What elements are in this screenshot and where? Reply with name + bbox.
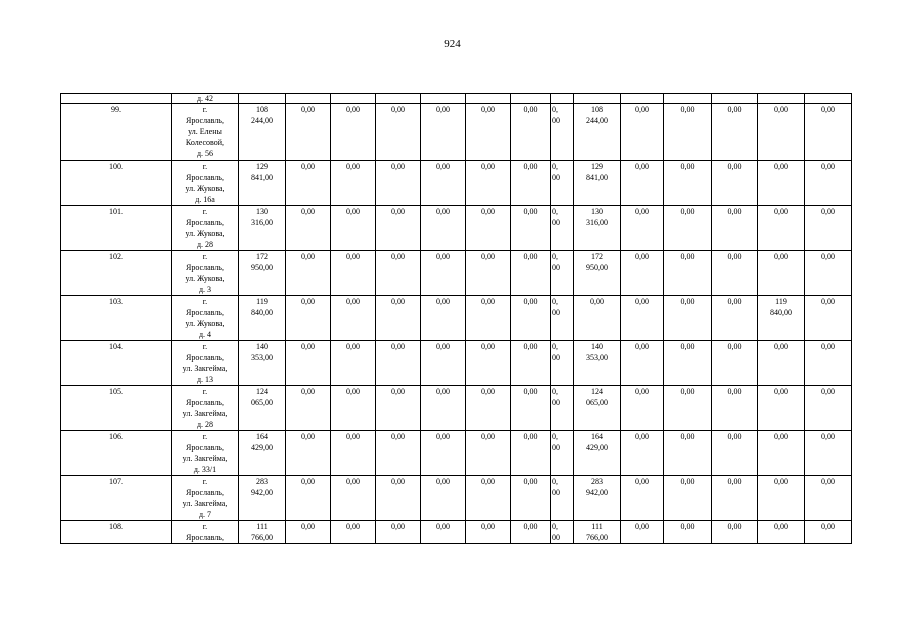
cell-total-line: 283 [256, 477, 268, 486]
cell-no: 101. [61, 206, 172, 251]
cell-address [172, 476, 239, 521]
cell-value: 0,00 [758, 431, 805, 476]
cell-value-narrow [551, 251, 574, 296]
cell-address-line: г. [202, 387, 208, 396]
cell-value [511, 94, 551, 104]
cell-no: 100. [61, 161, 172, 206]
cell-value [574, 251, 621, 296]
cell-value: 0,00 [664, 341, 712, 386]
cell-address [172, 104, 239, 161]
cell-value-narrow-line: 0, [552, 105, 558, 114]
cell-value: 0,00 [758, 104, 805, 161]
cell-value: 0,00 [805, 206, 852, 251]
cell-value-narrow-line: 0, [552, 162, 558, 171]
cell-value-narrow [551, 104, 574, 161]
cell-total-line: 108 [256, 105, 268, 114]
cell-address-line: Ярославль, [186, 308, 224, 317]
cell-total-line: 172 [256, 252, 268, 261]
cell-value-narrow-line: 0, [552, 252, 558, 261]
cell-total [239, 431, 286, 476]
cell-address-line: д. 33/1 [193, 465, 217, 474]
cell-value: 0,00 [712, 431, 758, 476]
cell-value: 0,00 [712, 104, 758, 161]
cell-value: 0,00 [712, 251, 758, 296]
cell-value: 0,00 [331, 161, 376, 206]
cell-value: 0,00 [621, 161, 664, 206]
cell-value: 0,00 [286, 476, 331, 521]
cell-value: 0,00 [286, 341, 331, 386]
cell-value: 0,00 [466, 251, 511, 296]
cell-value-narrow-line: 00 [552, 353, 560, 362]
cell-value-narrow-line: 00 [552, 443, 560, 452]
cell-value: 0,00 [664, 296, 712, 341]
table-row [61, 251, 852, 296]
cell-value: 0,00 [376, 476, 421, 521]
cell-value [574, 476, 621, 521]
cell-value: 0,00 [376, 296, 421, 341]
cell-value-line: 124 [591, 387, 603, 396]
cell-value [551, 94, 574, 104]
cell-value-narrow-line: 0, [552, 387, 558, 396]
table-row [61, 206, 852, 251]
cell-value: 0,00 [758, 251, 805, 296]
cell-value [574, 104, 621, 161]
cell-value: 0,00 [712, 386, 758, 431]
cell-value: 0,00 [286, 521, 331, 544]
cell-value: 0,00 [511, 476, 551, 521]
cell-total-line: 841,00 [251, 173, 273, 182]
cell-value: 0,00 [805, 296, 852, 341]
cell-no: 108. [61, 521, 172, 544]
table-row [61, 386, 852, 431]
cell-total-line: 942,00 [251, 488, 273, 497]
cell-value: 0,00 [511, 341, 551, 386]
cell-value: 0,00 [664, 521, 712, 544]
cell-value-narrow-line: 00 [552, 533, 560, 542]
cell-value: 0,00 [466, 104, 511, 161]
cell-value: 0,00 [376, 206, 421, 251]
table-row [61, 431, 852, 476]
cell-value: 0,00 [758, 161, 805, 206]
cell-value-narrow [551, 341, 574, 386]
cell-value-narrow-line: 0, [552, 342, 558, 351]
cell-total-line: 353,00 [251, 353, 273, 362]
cell-address-line: г. [202, 432, 208, 441]
cell-value: 0,00 [511, 161, 551, 206]
cell-value: 0,00 [621, 341, 664, 386]
cell-value: 0,00 [421, 251, 466, 296]
cell-value-narrow-line: 00 [552, 488, 560, 497]
cell-value: 0,00 [331, 386, 376, 431]
cell-total [239, 341, 286, 386]
cell-value: 0,00 [664, 251, 712, 296]
cell-address-line: д. 13 [196, 375, 214, 384]
cell-value: 0,00 [758, 341, 805, 386]
cell-value [758, 296, 805, 341]
cell-value-narrow-line: 00 [552, 218, 560, 227]
cell-value: 0,00 [664, 476, 712, 521]
cell-value: 0,00 [376, 104, 421, 161]
cell-value: 0,00 [466, 161, 511, 206]
cell-value-line: 950,00 [586, 263, 608, 272]
cell-address-line: г. [202, 477, 208, 486]
cell-value-line: 840,00 [770, 308, 792, 317]
cell-value-narrow [551, 386, 574, 431]
cell-value: 0,00 [758, 206, 805, 251]
cell-value: 0,00 [376, 341, 421, 386]
cell-value-narrow-line: 0, [552, 207, 558, 216]
cell-total [239, 206, 286, 251]
cell-value-line: 429,00 [586, 443, 608, 452]
cell-value: 0,00 [621, 104, 664, 161]
cell-value: 0,00 [511, 251, 551, 296]
cell-address-line: ул. Жукова, [185, 319, 225, 328]
cell-value: 0,00 [376, 386, 421, 431]
cell-value: 0,00 [712, 521, 758, 544]
cell-value: 0,00 [664, 161, 712, 206]
cell-value: 0,00 [621, 431, 664, 476]
cell-value-narrow [551, 296, 574, 341]
cell-total-line: 129 [256, 162, 268, 171]
cell-value: 0,00 [805, 161, 852, 206]
cell-value-line: 164 [591, 432, 603, 441]
cell-value-narrow [551, 206, 574, 251]
cell-value: 0,00 [712, 161, 758, 206]
cell-value: 0,00 [286, 206, 331, 251]
cell-value: 0,00 [466, 386, 511, 431]
cell-value: 0,00 [376, 251, 421, 296]
cell-address-line: ул. Жукова, [185, 184, 225, 193]
cell-value [286, 94, 331, 104]
cell-address-line: Ярославль, [186, 398, 224, 407]
cell-value [805, 94, 852, 104]
cell-address: д. 42 [172, 94, 239, 104]
cell-no: 107. [61, 476, 172, 521]
cell-value [574, 386, 621, 431]
cell-value: 0,00 [712, 206, 758, 251]
cell-value: 0,00 [466, 431, 511, 476]
cell-value: 0,00 [421, 341, 466, 386]
cell-total-line: 429,00 [251, 443, 273, 452]
cell-total-line: 130 [256, 207, 268, 216]
cell-address [172, 296, 239, 341]
cell-value: 0,00 [466, 341, 511, 386]
cell-address-line: ул. Жукова, [185, 274, 225, 283]
cell-value-line: 129 [591, 162, 603, 171]
table-row [61, 104, 852, 161]
cell-value: 0,00 [376, 161, 421, 206]
cell-value: 0,00 [712, 341, 758, 386]
cell-value [621, 94, 664, 104]
cell-value: 0,00 [286, 296, 331, 341]
cell-value [574, 296, 621, 341]
cell-total [239, 296, 286, 341]
cell-value: 0,00 [421, 206, 466, 251]
cell-value: 0,00 [621, 476, 664, 521]
cell-value: 0,00 [805, 476, 852, 521]
cell-address [172, 206, 239, 251]
cell-address-line: ул. Елены [188, 127, 222, 136]
cell-value-line: 172 [591, 252, 603, 261]
cell-value [574, 521, 621, 544]
cell-value: 0,00 [805, 431, 852, 476]
cell-value: 0,00 [664, 206, 712, 251]
cell-value: 0,00 [421, 104, 466, 161]
cell-total-line: 065,00 [251, 398, 273, 407]
cell-value-narrow-line: 00 [552, 173, 560, 182]
cell-address-line: д. 28 [196, 420, 214, 429]
cell-value: 0,00 [331, 296, 376, 341]
cell-address [172, 521, 239, 544]
cell-value: 0,00 [758, 386, 805, 431]
cell-value-line: 140 [591, 342, 603, 351]
cell-address-line: ул. Закгейма, [182, 409, 228, 418]
cell-value: 0,00 [376, 521, 421, 544]
cell-value-narrow [551, 521, 574, 544]
cell-value [574, 94, 621, 104]
cell-value-line: 0,00 [590, 297, 604, 306]
cell-address [172, 431, 239, 476]
cell-address-line: Ярославль, [186, 353, 224, 362]
cell-value: 0,00 [664, 431, 712, 476]
cell-value: 0,00 [511, 104, 551, 161]
cell-address-line: г. [202, 105, 208, 114]
cell-address [172, 161, 239, 206]
cell-value: 0,00 [621, 386, 664, 431]
cell-value: 0,00 [286, 386, 331, 431]
cell-total-line: 119 [256, 297, 268, 306]
cell-value: 0,00 [331, 251, 376, 296]
cell-value-line: 283 [591, 477, 603, 486]
cell-value-line: 111 [591, 522, 603, 531]
cell-no: 103. [61, 296, 172, 341]
cell-total-line: 766,00 [251, 533, 273, 542]
cell-value-line: 108 [591, 105, 603, 114]
cell-address-line: ул. Закгейма, [182, 364, 228, 373]
cell-value-line: 316,00 [586, 218, 608, 227]
table-row [61, 521, 852, 544]
cell-value: 0,00 [511, 296, 551, 341]
cell-total [239, 386, 286, 431]
cell-address-line: ул. Закгейма, [182, 499, 228, 508]
cell-value: 0,00 [466, 476, 511, 521]
cell-address-line: Ярославль, [186, 173, 224, 182]
cell-value: 0,00 [421, 296, 466, 341]
cell-value: 0,00 [758, 521, 805, 544]
cell-value [466, 94, 511, 104]
page-number: 924 [444, 38, 461, 50]
cell-address [172, 386, 239, 431]
cell-total [239, 104, 286, 161]
cell-value: 0,00 [331, 431, 376, 476]
cell-address [172, 341, 239, 386]
cell-address-line: Ярославль, [186, 488, 224, 497]
cell-value: 0,00 [286, 431, 331, 476]
cell-total [239, 476, 286, 521]
cell-value-line: 841,00 [586, 173, 608, 182]
cell-value [758, 94, 805, 104]
cell-value: 0,00 [511, 386, 551, 431]
cell-address-line: д. 56 [196, 149, 214, 158]
cell-value: 0,00 [664, 386, 712, 431]
cell-address-line: Ярославль, [186, 218, 224, 227]
cell-value: 0,00 [421, 431, 466, 476]
cell-value: 0,00 [331, 104, 376, 161]
cell-value [664, 94, 712, 104]
cell-address-line: Ярославль, [186, 116, 224, 125]
cell-value: 0,00 [805, 104, 852, 161]
table-row [61, 296, 852, 341]
table-row [61, 341, 852, 386]
cell-value: 0,00 [805, 341, 852, 386]
cell-value-narrow-line: 0, [552, 522, 558, 531]
cell-value-line: 065,00 [586, 398, 608, 407]
cell-value-narrow [551, 161, 574, 206]
cell-value: 0,00 [286, 161, 331, 206]
cell-address-line: д. 4 [198, 330, 212, 339]
cell-no: 105. [61, 386, 172, 431]
cell-value: 0,00 [466, 206, 511, 251]
cell-value-line: 942,00 [586, 488, 608, 497]
cell-value: 0,00 [466, 521, 511, 544]
cell-value-narrow [551, 431, 574, 476]
cell-value [574, 161, 621, 206]
cell-value: 0,00 [664, 104, 712, 161]
cell-address-line: ул. Закгейма, [182, 454, 228, 463]
cell-no: 99. [61, 104, 172, 161]
cell-value: 0,00 [758, 476, 805, 521]
cell-value [574, 431, 621, 476]
cell-address-line: Ярославль, [186, 443, 224, 452]
cell-address [172, 251, 239, 296]
cell-value: 0,00 [621, 206, 664, 251]
cell-no: 102. [61, 251, 172, 296]
cell-value [712, 94, 758, 104]
cell-value: 0,00 [331, 341, 376, 386]
cell-value-narrow-line: 00 [552, 116, 560, 125]
cell-value: 0,00 [376, 431, 421, 476]
cell-value-line: 766,00 [586, 533, 608, 542]
cell-address-line: Ярославль, [186, 533, 224, 542]
cell-value [421, 94, 466, 104]
table-row [61, 476, 852, 521]
cell-value-line: 130 [591, 207, 603, 216]
table-row [61, 161, 852, 206]
cell-value [574, 206, 621, 251]
cell-total [239, 161, 286, 206]
data-table [60, 93, 852, 544]
cell-value: 0,00 [805, 521, 852, 544]
cell-total [239, 251, 286, 296]
cell-value-line: 119 [775, 297, 787, 306]
cell-value: 0,00 [421, 521, 466, 544]
cell-value: 0,00 [421, 476, 466, 521]
cell-address-line: ул. Жукова, [185, 229, 225, 238]
cell-value: 0,00 [421, 161, 466, 206]
cell-total-line: 950,00 [251, 263, 273, 272]
cell-total-line: 316,00 [251, 218, 273, 227]
table-row [61, 94, 852, 104]
cell-value-narrow-line: 0, [552, 432, 558, 441]
cell-value [574, 341, 621, 386]
cell-address-line: Колесовой, [185, 138, 225, 147]
table-body [61, 94, 852, 544]
cell-no: 104. [61, 341, 172, 386]
cell-total-line: 164 [256, 432, 268, 441]
cell-address-line: д. 16а [195, 195, 215, 204]
cell-value: 0,00 [331, 521, 376, 544]
cell-value-narrow-line: 0, [552, 297, 558, 306]
cell-value: 0,00 [331, 476, 376, 521]
cell-value-line: 244,00 [586, 116, 608, 125]
cell-total-line: 840,00 [251, 308, 273, 317]
cell-address-line: г. [202, 522, 208, 531]
cell-address-line: г. [202, 207, 208, 216]
cell-no: 106. [61, 431, 172, 476]
cell-value-narrow-line: 00 [552, 308, 560, 317]
cell-value: 0,00 [331, 206, 376, 251]
cell-value: 0,00 [421, 386, 466, 431]
cell-value: 0,00 [621, 296, 664, 341]
cell-value: 0,00 [511, 521, 551, 544]
cell-value-narrow-line: 00 [552, 398, 560, 407]
cell-total-line: 140 [256, 342, 268, 351]
cell-value [376, 94, 421, 104]
cell-value: 0,00 [621, 521, 664, 544]
cell-value: 0,00 [511, 431, 551, 476]
cell-no [61, 94, 172, 104]
cell-address-line: г. [202, 297, 208, 306]
cell-address-line: д. 7 [198, 510, 212, 519]
cell-address-line: д. 3 [198, 285, 212, 294]
cell-total-line: 244,00 [251, 116, 273, 125]
cell-value: 0,00 [511, 206, 551, 251]
cell-value-narrow-line: 00 [552, 263, 560, 272]
cell-value-narrow [551, 476, 574, 521]
cell-address-line: д. 28 [196, 240, 214, 249]
cell-address-line: Ярославль, [186, 263, 224, 272]
cell-value: 0,00 [805, 386, 852, 431]
cell-total-line: 124 [256, 387, 268, 396]
cell-value: 0,00 [286, 104, 331, 161]
cell-value: 0,00 [466, 296, 511, 341]
cell-value-narrow-line: 0, [552, 477, 558, 486]
cell-value: 0,00 [621, 251, 664, 296]
cell-total-line: 111 [256, 522, 268, 531]
cell-value-line: 353,00 [586, 353, 608, 362]
cell-value: 0,00 [286, 251, 331, 296]
cell-value: 0,00 [712, 476, 758, 521]
cell-value [239, 94, 286, 104]
cell-address-line: г. [202, 342, 208, 351]
cell-value: 0,00 [712, 296, 758, 341]
cell-address-line: г. [202, 162, 208, 171]
cell-value: 0,00 [805, 251, 852, 296]
cell-address-line: г. [202, 252, 208, 261]
cell-total [239, 521, 286, 544]
cell-value [331, 94, 376, 104]
